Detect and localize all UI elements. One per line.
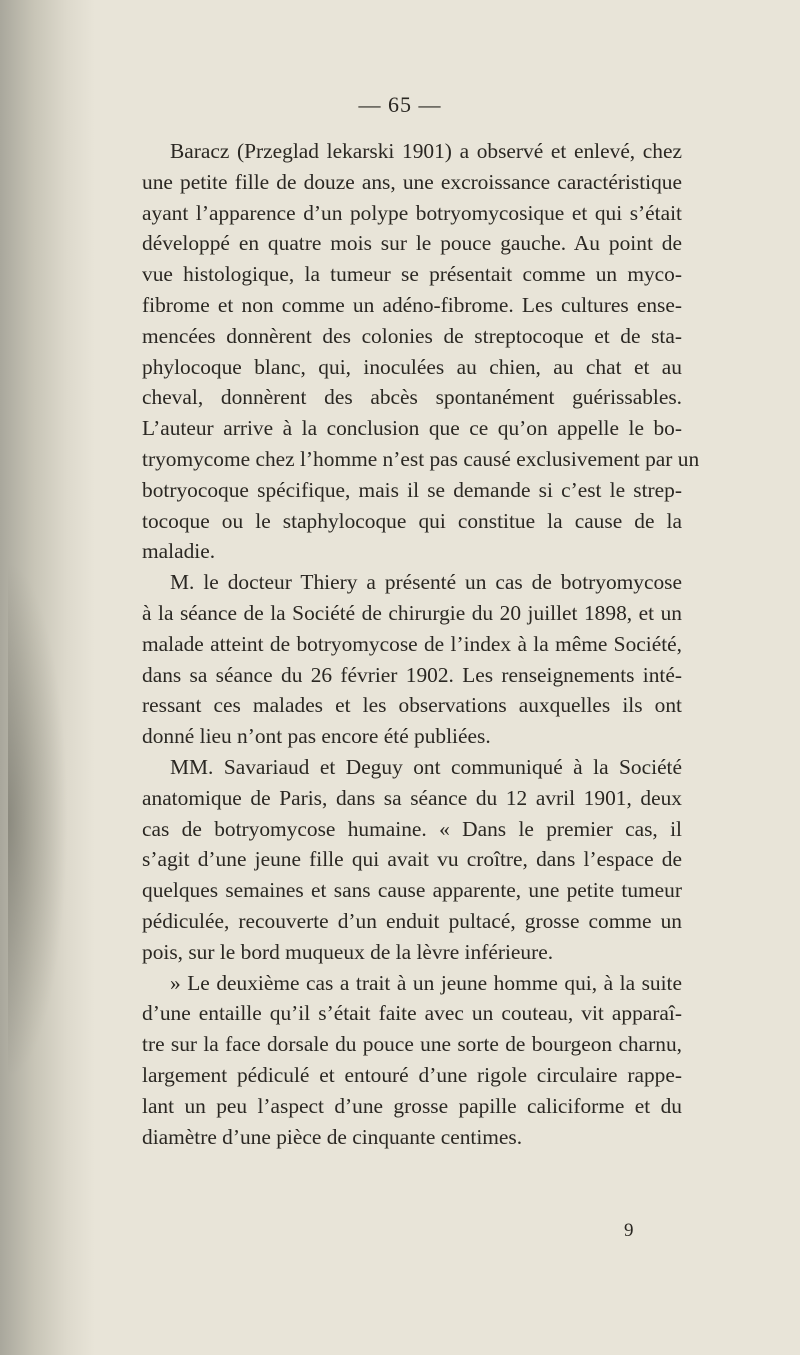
text-line: malade atteint de botryomycose de l’index à la même Société, [142,631,682,656]
text-line: pois, sur le bord muqueux de la lèvre inférieure. [142,939,554,964]
text-line: lant un peu l’aspect d’une grosse papille caliciforme et du [142,1093,682,1118]
text-line: vue histologique, la tumeur se présentait comme un myco- [142,262,682,287]
text-line: botryocoque spécifique, mais il se demande si c’est le strep- [142,477,682,502]
text-line: tocoque ou le staphylocoque qui constitue la cause de la [142,508,682,533]
text-line: cheval, donnèrent des abcès spontanément guérissables. [142,385,682,410]
text-line: diamètre d’une pièce de cinquante centimes. [142,1124,523,1149]
text-line: » Le deuxième cas a trait à un jeune homme qui, à la suite [170,970,682,995]
page-number: — 65 — [358,92,442,117]
text-line: ayant l’apparence d’un polype botryomycosique et qui s’était [142,200,682,225]
text-line: anatomique de Paris, dans sa séance du 12 avril 1901, deux [142,785,682,810]
text-line: cas de botryomycose humaine. « Dans le premier cas, il [142,816,682,841]
text-line: donné lieu n’ont pas encore été publiées. [142,724,491,749]
text-line: Baracz (Przeglad lekarski 1901) a observé et enlevé, chez [170,139,682,163]
text-line: une petite fille de douze ans, une excroissance caractéristique [142,169,682,194]
text-line: pédiculée, recouverte d’un enduit pultacé, grosse comme un [142,908,682,933]
signature-mark: 9 [624,1220,634,1241]
text-line: M. le docteur Thiery a présenté un cas de botryomycose [170,570,682,595]
text-line: d’une entaille qu’il s’était faite avec un couteau, vit apparaî- [142,1001,682,1026]
text-line: dans sa séance du 26 février 1902. Les renseignements inté- [142,662,682,687]
body-text [142,136,700,1152]
text-line: mencées donnèrent des colonies de streptocoque et de sta- [142,323,682,348]
text-line: quelques semaines et sans cause apparente, une petite tumeur [142,878,682,903]
text-line: fibrome et non comme un adéno-fibrome. Les cultures ense- [142,292,682,317]
text-line: ressant ces malades et les observations auxquelles ils ont [142,693,682,718]
text-line: maladie. [142,539,216,564]
text-line: s’agit d’une jeune fille qui avait vu croître, dans l’espace de [142,847,682,872]
text-line: tryomycome chez l’homme n’est pas causé exclusivement par un [142,446,700,471]
text-line: développé en quatre mois sur le pouce gauche. Au point de [142,231,682,256]
text-line: L’auteur arrive à la conclusion que ce qu’on appelle le bo- [142,416,682,441]
text-line: à la séance de la Société de chirurgie du 20 juillet 1898, et un [142,600,682,625]
text-line: tre sur la face dorsale du pouce une sorte de bourgeon charnu, [142,1032,682,1057]
text-line: largement pédiculé et entouré d’une rigole circulaire rappe- [142,1062,682,1087]
text-line: phylocoque blanc, qui, inoculées au chien, au chat et au [142,354,682,379]
text-line: MM. Savariaud et Deguy ont communiqué à la Société [170,754,682,779]
